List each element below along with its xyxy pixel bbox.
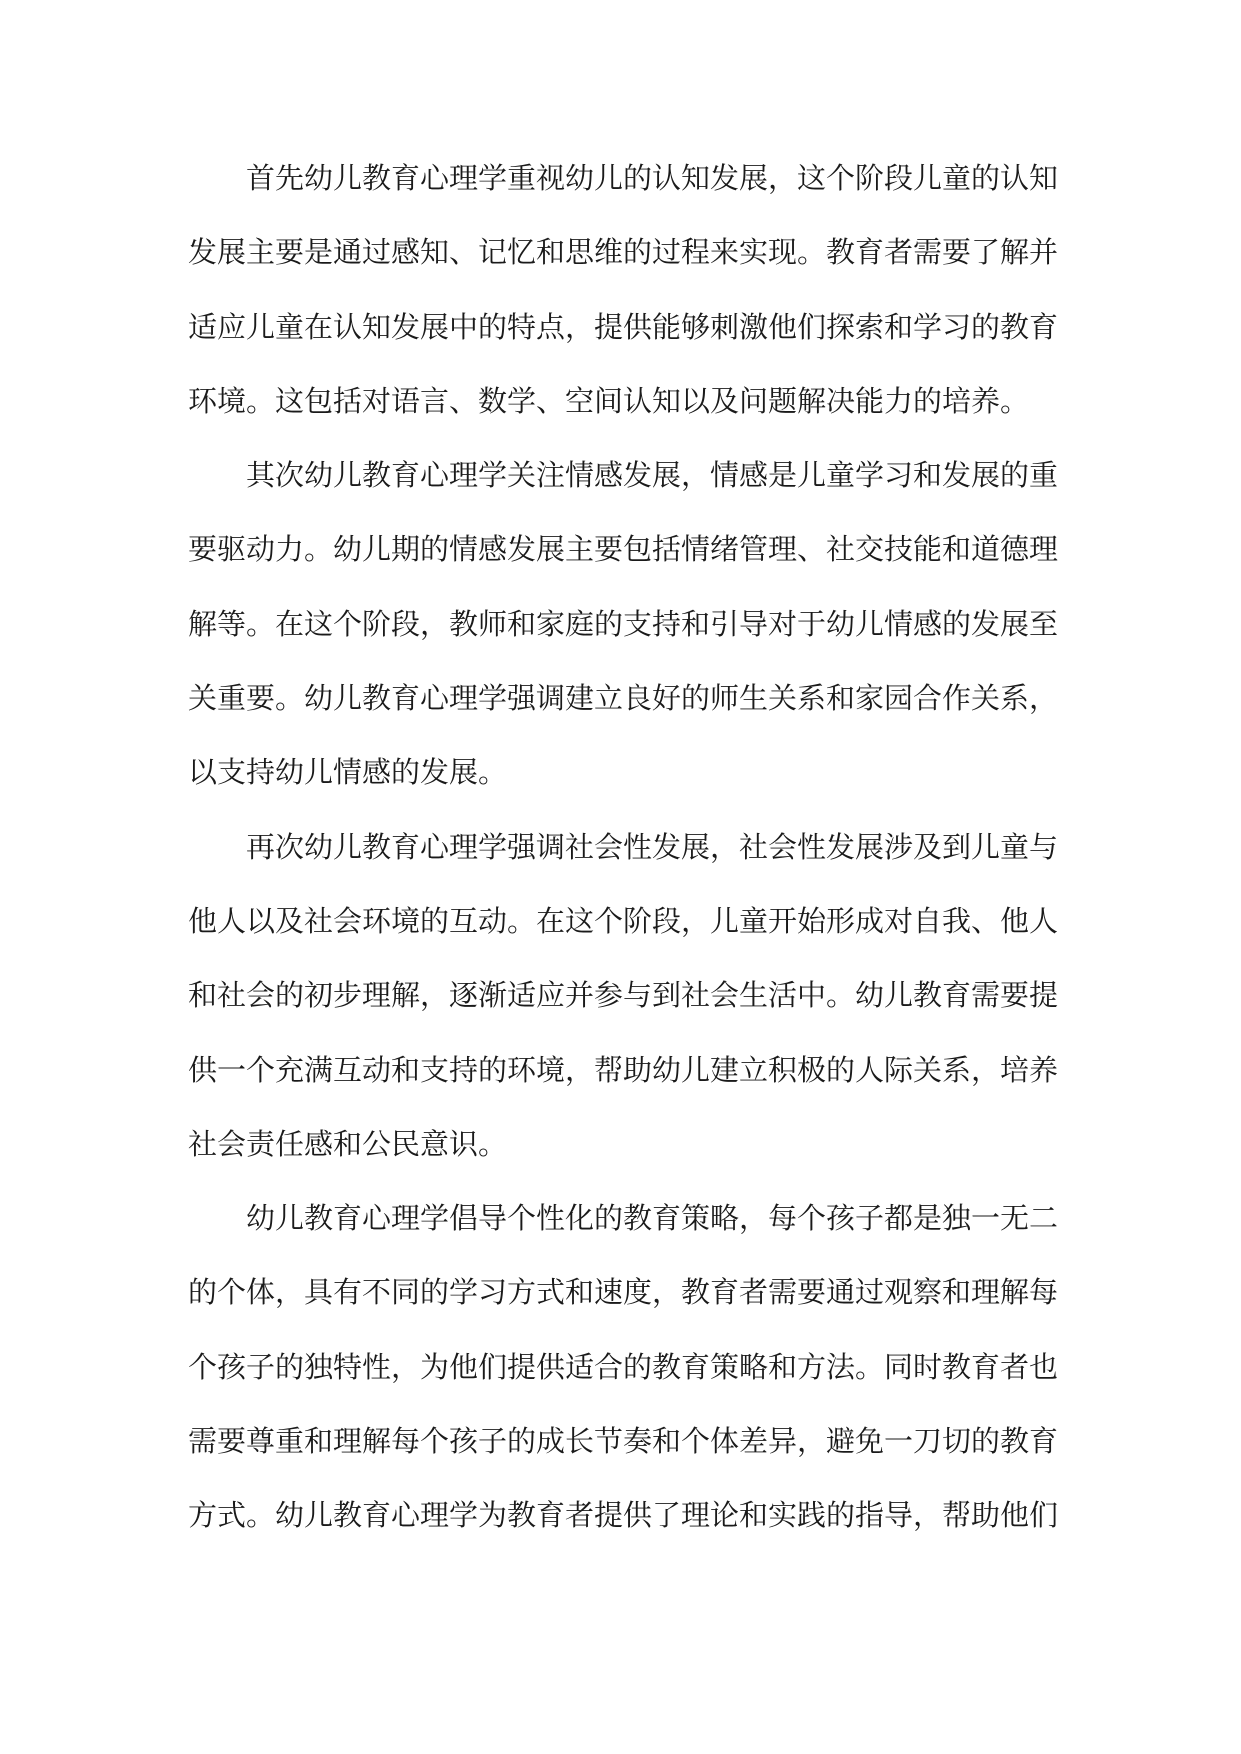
document-body: [188, 141, 1059, 1553]
paragraph-line: 需要尊重和理解每个孩子的成长节奏和个体差异，避免一刀切的教育: [188, 1424, 1059, 1459]
paragraph-line: 再次幼儿教育心理学强调社会性发展，社会性发展涉及到儿童与: [246, 829, 1059, 864]
paragraph-line: 以支持幼儿情感的发展。: [188, 755, 508, 790]
paragraph-emotional: [188, 438, 1059, 809]
paragraph-line: 关重要。幼儿教育心理学强调建立良好的师生关系和家园合作关系，: [188, 681, 1059, 716]
paragraph-line: 他人以及社会环境的互动。在这个阶段，儿童开始形成对自我、他人: [188, 903, 1059, 938]
paragraph-line: 个孩子的独特性，为他们提供适合的教育策略和方法。同时教育者也: [188, 1349, 1059, 1384]
paragraph-line: 幼儿教育心理学倡导个性化的教育策略，每个孩子都是独一无二: [246, 1201, 1059, 1236]
paragraph-line: 要驱动力。幼儿期的情感发展主要包括情绪管理、社交技能和道德理: [188, 532, 1059, 567]
paragraph-line: 方式。幼儿教育心理学为教育者提供了理论和实践的指导，帮助他们: [188, 1498, 1059, 1533]
paragraph-line: 社会责任感和公民意识。: [188, 1126, 508, 1161]
paragraph-line: 供一个充满互动和支持的环境，帮助幼儿建立积极的人际关系，培养: [188, 1052, 1059, 1087]
paragraph-individualized: [188, 1181, 1059, 1552]
paragraph-cognitive: [188, 141, 1059, 438]
paragraph-line: 环境。这包括对语言、数学、空间认知以及问题解决能力的培养。: [188, 383, 1030, 418]
paragraph-line: 解等。在这个阶段，教师和家庭的支持和引导对于幼儿情感的发展至: [188, 606, 1059, 641]
paragraph-line: 发展主要是通过感知、记忆和思维的过程来实现。教育者需要了解并: [188, 235, 1059, 270]
paragraph-line: 首先幼儿教育心理学重视幼儿的认知发展，这个阶段儿童的认知: [246, 161, 1059, 195]
paragraph-line: 其次幼儿教育心理学关注情感发展，情感是儿童学习和发展的重: [246, 458, 1059, 493]
paragraph-line: 适应儿童在认知发展中的特点，提供能够刺激他们探索和学习的教育: [188, 309, 1059, 344]
paragraph-line: 的个体，具有不同的学习方式和速度，教育者需要通过观察和理解每: [188, 1275, 1059, 1310]
paragraph-line: 和社会的初步理解，逐渐适应并参与到社会生活中。幼儿教育需要提: [188, 978, 1059, 1013]
paragraph-social: [188, 810, 1059, 1181]
